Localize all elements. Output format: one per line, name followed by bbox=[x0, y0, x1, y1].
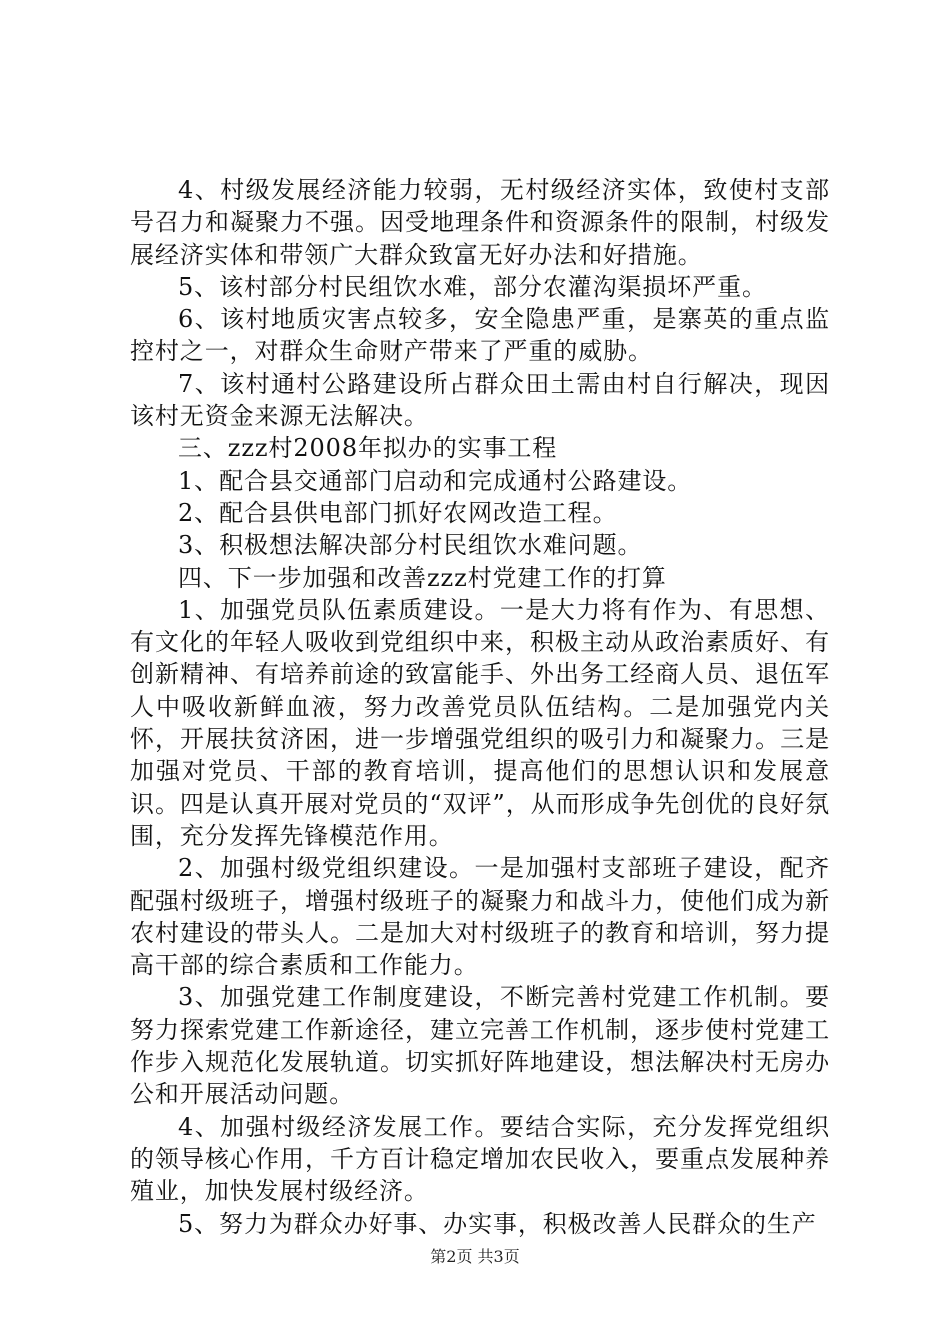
plan-item-3: 3、加强党建工作制度建设，不断完善村党建工作机制。要努力探索党建工作新途径，建立完善工作机制，逐步使村党建工作步入规范化发展轨道。切实抓好阵地建设，想法解决村无房办公和开展活动问题。 bbox=[130, 983, 830, 1109]
section-heading-3: 三、zzz村2008年拟办的实事工程 bbox=[178, 434, 558, 463]
section-heading-4: 四、下一步加强和改善zzz村党建工作的打算 bbox=[178, 563, 667, 592]
paragraph-item-5: 5、该村部分村民组饮水难，部分农灌沟渠损坏严重。 bbox=[178, 272, 767, 301]
plan-item-5: 5、努力为群众办好事、办实事，积极改善人民群众的生产 bbox=[178, 1209, 817, 1238]
paragraph-item-7: 7、该村通村公路建设所占群众田土需由村自行解决，现因该村无资金来源无法解决。 bbox=[130, 369, 830, 431]
page-number-footer: 第2页 共3页 bbox=[430, 1247, 520, 1266]
paragraph-item-4: 4、村级发展经济能力较弱，无村级经济实体，致使村支部号召力和凝聚力不强。因受地理条件和资源条件的限制，村级发展经济实体和带领广大群众致富无好办法和好措施。 bbox=[130, 176, 830, 269]
paragraph-item-6: 6、该村地质灾害点较多，安全隐患严重，是寨英的重点监控村之一，对群众生命财产带来了严重的威胁。 bbox=[130, 305, 830, 366]
plan-item-4: 4、加强村级经济发展工作。要结合实际，充分发挥党组织的领导核心作用，千方百计稳定增加农民收入，要重点发展种养殖业，加快发展村级经济。 bbox=[130, 1112, 830, 1206]
plan-item-2: 2、加强村级党组织建设。一是加强村支部班子建设，配齐配强村级班子，增强村级班子的凝聚力和战斗力，使他们成为新农村建设的带头人。二是加大对村级班子的教育和培训，努力提高干部的综合素质和工作能力。 bbox=[130, 854, 830, 980]
project-item-2: 2、配合县供电部门抓好农网改造工程。 bbox=[178, 498, 618, 527]
project-item-1: 1、配合县交通部门启动和完成通村公路建设。 bbox=[178, 466, 693, 495]
document-body bbox=[130, 174, 830, 1240]
project-item-3: 3、积极想法解决部分村民组饮水难问题。 bbox=[178, 531, 643, 560]
plan-item-1: 1、加强党员队伍素质建设。一是大力将有作为、有思想、有文化的年轻人吸收到党组织中来，积极主动从政治素质好、有创新精神、有培养前途的致富能手、外出务工经商人员、退伍军人中吸收新鲜血液，努力改善党员队伍结构。二是加强党内关怀，开展扶贫济困，进一步增强党组织的吸引力和凝聚力。三是加强对党员、干部的教育培训，提高他们的思想认识和发展意识。四是认真开展对党员的“双评”，从而形成争先创优的良好氛围，充分发挥先锋模范作用。 bbox=[130, 595, 830, 850]
